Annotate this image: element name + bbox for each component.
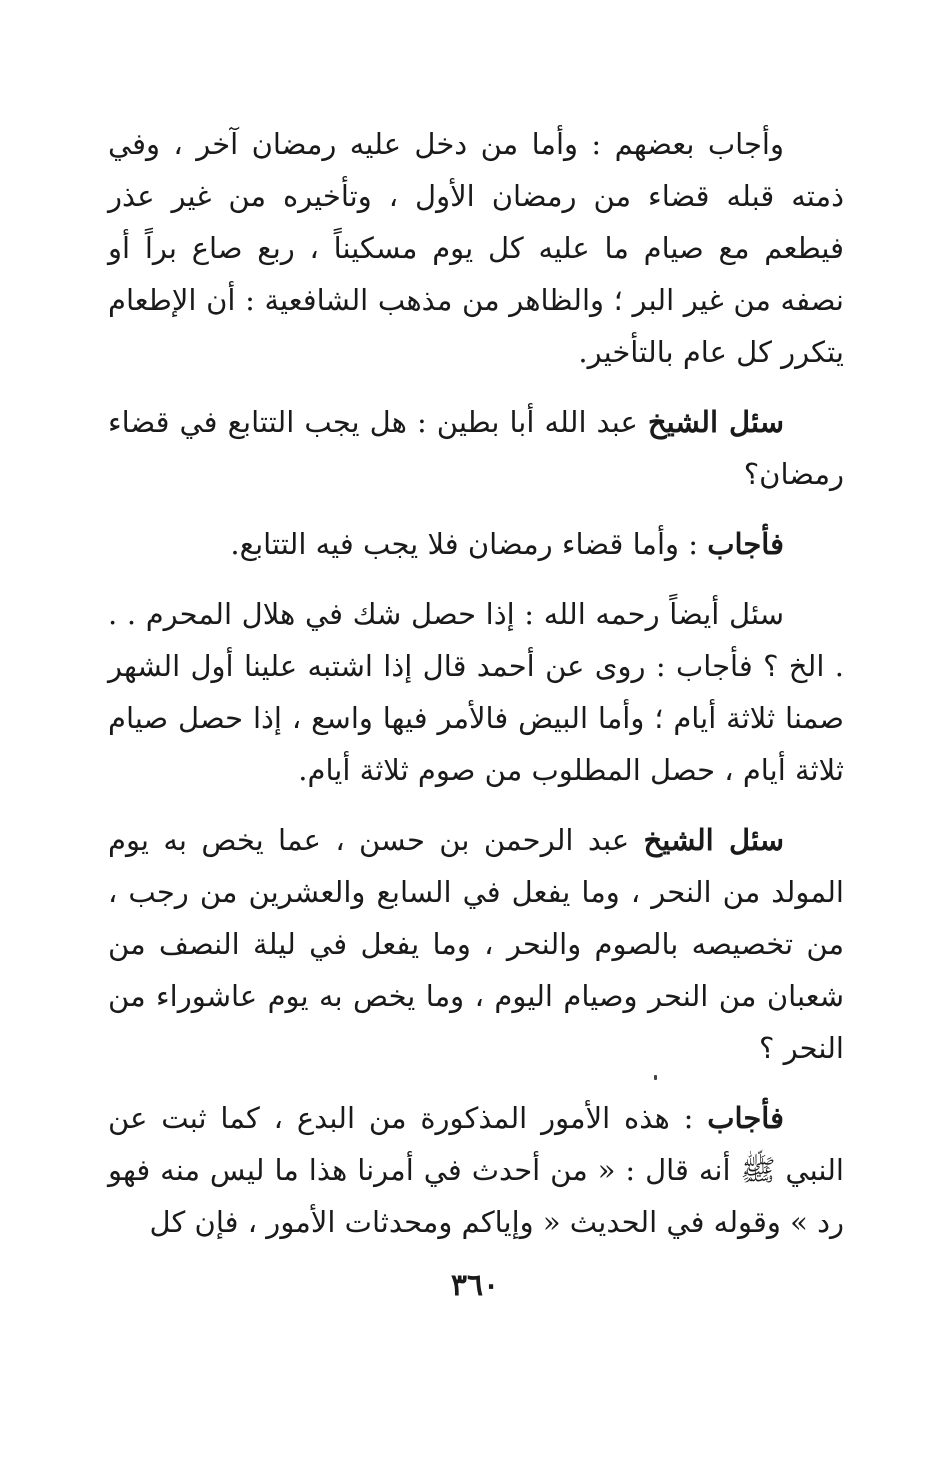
paragraph-text: سئل أيضاً رحمه الله : إذا حصل شك في هلال المحرم . . . الخ ؟ فأجاب : روى عن أحمد قال إذا اشتبه علينا أول الشهر صمنا ثلاثة أيام ؛ وأما البيض فالأمر فيها واسع ، إذا حصل صيام ثلاثة أيام ، حصل المطلوب من صوم ثلاثة أيام. (108, 597, 844, 787)
paragraph-text: وأجاب بعضهم : وأما من دخل عليه رمضان آخر ، وفي ذمته قبله قضاء من رمضان الأول ، وتأخيره من غير عذر فيطعم مع صيام ما عليه كل يوم مسكيناً ، ربع صاع براً أو نصفه من غير البر ؛ والظاهر من مذهب الشافعية : أن الإطعام يتكرر كل عام بالتأخير. (108, 127, 844, 369)
paragraph-text: عبد الرحمن بن حسن ، عما يخص به يوم المولد من النحر ، وما يفعل في السابع والعشرين من رجب ، من تخصيصه بالصوم والنحر ، وما يفعل في ليلة النصف من شعبان من النحر وصيام اليوم ، وما يخص به يوم عاشوراء من النحر ؟ (108, 823, 844, 1065)
ink-speck (654, 1075, 657, 1080)
page-body (108, 118, 844, 1266)
paragraph-text: : هذه الأمور المذكورة من البدع ، كما ثبت عن النبي ﷺ أنه قال : « من أحدث في أمرنا هذا ما ليس منه فهو رد » وقوله في الحديث « وإياكم ومحدثات الأمور ، فإن كل (108, 1101, 844, 1239)
paragraph-3 (108, 518, 844, 570)
paragraph-lead: فأجاب (707, 1101, 784, 1135)
paragraph-text: عبد الله أبا بطين : هل يجب التتابع في قضاء رمضان؟ (108, 405, 844, 491)
paragraph-2 (108, 396, 844, 500)
paragraph-text: : وأما قضاء رمضان فلا يجب فيه التتابع. (230, 527, 708, 561)
paragraph-1 (108, 118, 844, 378)
page-number: ٣٦٠ (450, 1268, 500, 1303)
paragraph-5 (108, 814, 844, 1074)
paragraph-lead: سئل الشيخ (647, 405, 785, 439)
paragraph-4 (108, 588, 844, 796)
paragraph-lead: سئل الشيخ (643, 823, 784, 857)
paragraph-lead: فأجاب (707, 527, 784, 561)
paragraph-6 (108, 1092, 844, 1248)
